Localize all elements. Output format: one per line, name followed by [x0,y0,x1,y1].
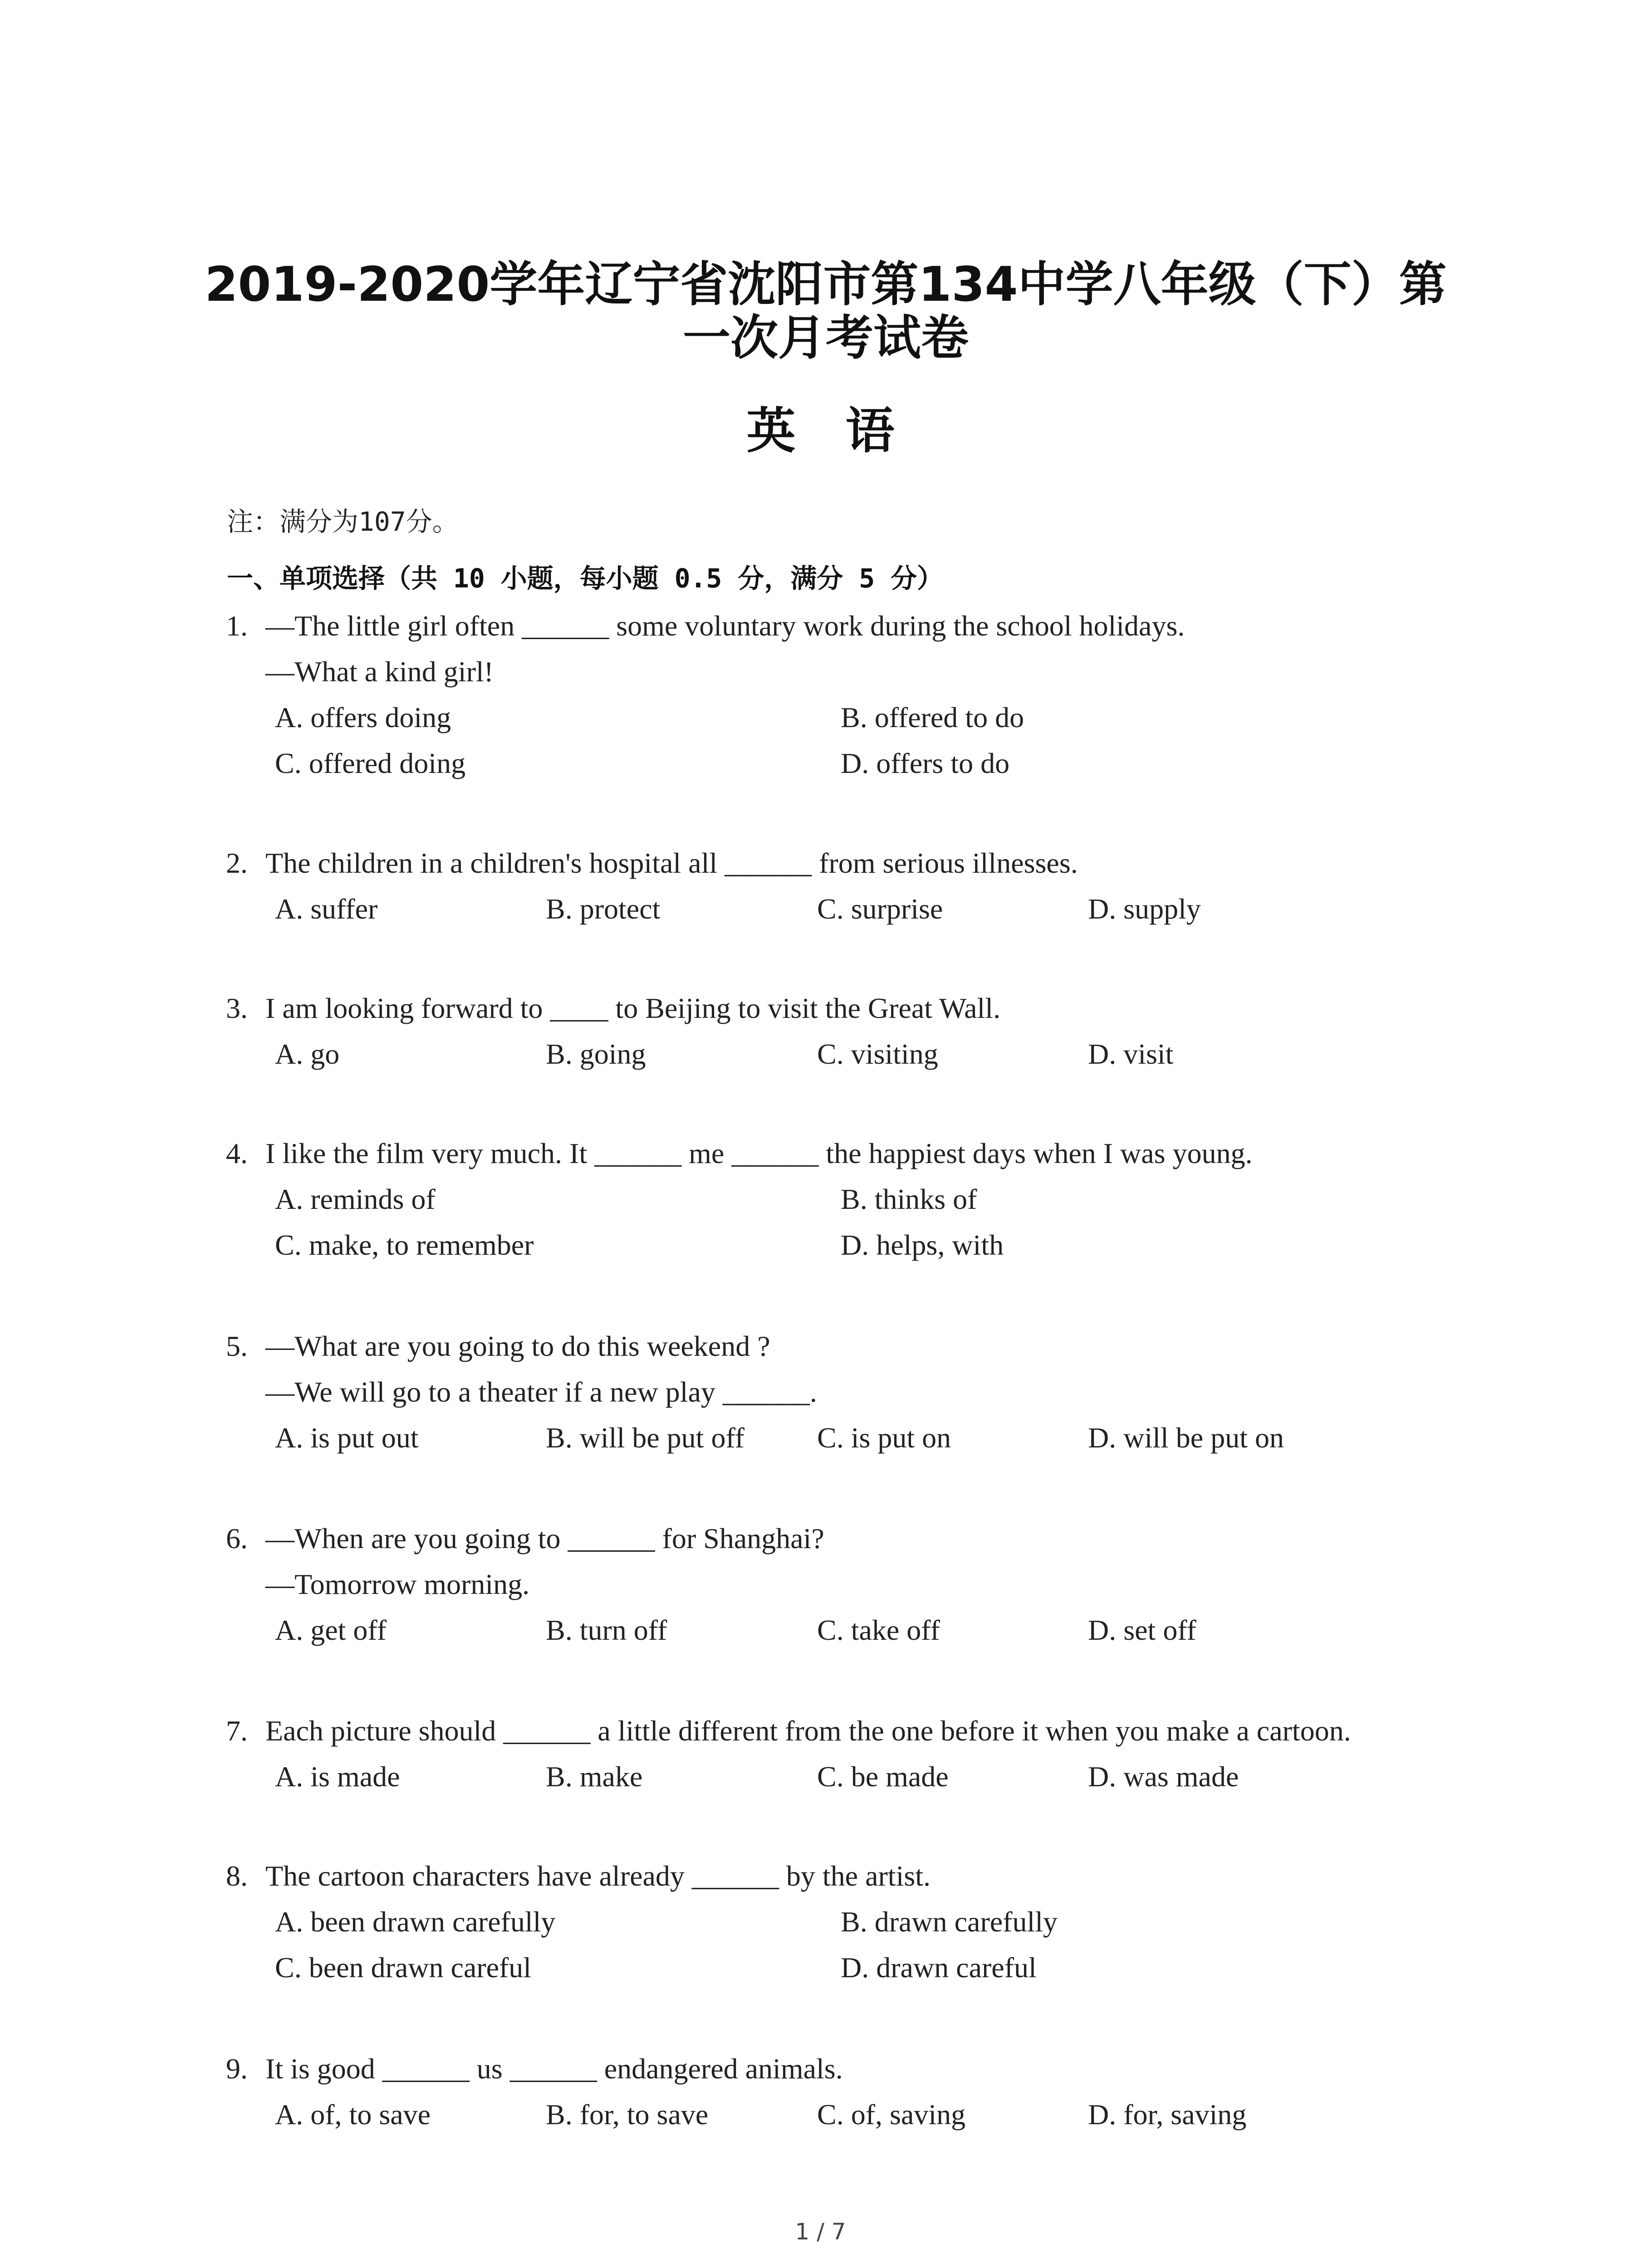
answer-option: C. is put on [817,1422,951,1454]
answer-option: C. take off [817,1614,940,1646]
question-stem: I like the film very much. It ______ me ______ the happiest days when I was young. [265,1137,1253,1169]
exam-title-line2: 一次月考试卷 [682,310,969,366]
answer-option: A. is made [275,1760,400,1793]
answer-option: C. make, to remember [275,1229,534,1261]
question-number: 5. [226,1330,248,1362]
question-number: 3. [226,992,248,1024]
answer-option: B. make [546,1760,643,1793]
score-note: 注：满分为107分。 [227,506,459,537]
answer-option: D. was made [1088,1760,1239,1793]
answer-option: A. of, to save [275,2098,431,2131]
answer-option: C. be made [817,1760,949,1793]
answer-option: A. go [275,1038,340,1070]
question-stem: —We will go to a theater if a new play ______. [265,1376,817,1408]
exam-title-line1: 2019-2020学年辽宁省沈阳市第134中学八年级（下）第 [205,257,1447,312]
answer-option: D. visit [1088,1038,1174,1070]
answer-option: A. reminds of [275,1183,436,1215]
section-title: 一、单项选择（共 10 小题，每小题 0.5 分，满分 5 分） [227,563,944,594]
question-number: 7. [226,1715,248,1747]
answer-option: B. protect [546,893,661,925]
answer-option: B. offered to do [841,701,1024,733]
question-number: 9. [226,2053,248,2085]
answer-option: A. suffer [275,893,378,925]
answer-option: A. offers doing [275,701,451,733]
answer-option: C. been drawn careful [275,1951,532,1984]
answer-option: B. for, to save [546,2098,709,2131]
question-number: 2. [226,847,248,879]
answer-option: D. supply [1088,893,1201,925]
question-number: 1. [226,610,248,642]
answer-option: B. turn off [546,1614,667,1646]
answer-option: D. drawn careful [841,1951,1037,1984]
question-stem: —The little girl often ______ some voluntary work during the school holidays. [265,610,1185,642]
question-stem: The children in a children's hospital all ______ from serious illnesses. [265,847,1078,879]
answer-option: D. offers to do [841,747,1010,779]
answer-option: C. visiting [817,1038,938,1070]
question-stem: —What a kind girl! [265,655,494,688]
question-stem: It is good ______ us ______ endangered animals. [265,2053,843,2085]
answer-option: C. of, saving [817,2098,966,2131]
question-stem: —When are you going to ______ for Shanghai? [265,1522,824,1554]
answer-option: D. for, saving [1088,2098,1247,2131]
question-stem: —What are you going to do this weekend ? [265,1330,770,1362]
page-number: 1 / 7 [795,2219,846,2245]
question-number: 6. [226,1522,248,1554]
answer-option: C. offered doing [275,747,466,779]
answer-option: B. will be put off [546,1422,745,1454]
question-stem: The cartoon characters have already ______ by the artist. [265,1860,931,1892]
question-stem: Each picture should ______ a little different from the one before it when you make a cartoon. [265,1715,1351,1747]
question-stem: I am looking forward to ____ to Beijing to visit the Great Wall. [265,992,1001,1024]
answer-option: B. drawn carefully [841,1906,1058,1938]
subject-heading: 英语 [746,402,945,459]
answer-option: A. been drawn carefully [275,1906,556,1938]
answer-option: D. helps, with [841,1229,1004,1261]
answer-option: B. thinks of [841,1183,977,1215]
answer-option: A. is put out [275,1422,419,1454]
question-stem: —Tomorrow morning. [265,1568,530,1600]
question-number: 8. [226,1860,248,1892]
answer-option: A. get off [275,1614,387,1646]
answer-option: D. set off [1088,1614,1196,1646]
answer-option: C. surprise [817,893,943,925]
answer-option: D. will be put on [1088,1422,1284,1454]
question-number: 4. [226,1137,248,1169]
answer-option: B. going [546,1038,646,1070]
